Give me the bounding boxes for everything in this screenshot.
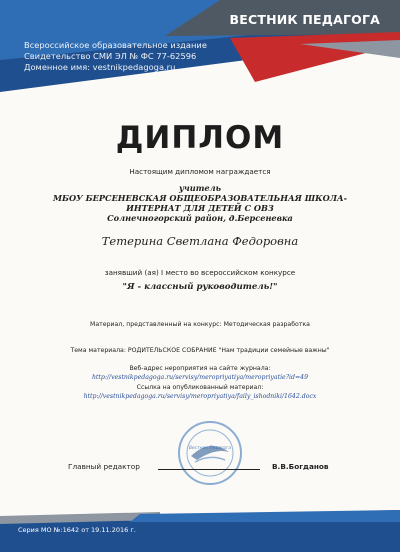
organization-line: ИНТЕРНАТ ДЛЯ ДЕТЕЙ С ОВЗ bbox=[126, 203, 274, 213]
editor-name: В.В.Богданов bbox=[272, 462, 329, 471]
publication-line: Доменное имя: vestnikpedagoga.ru bbox=[24, 62, 176, 72]
seal-label: Вестник Педагога bbox=[188, 446, 232, 451]
brand-title: ВЕСТНИК ПЕДАГОГА bbox=[229, 12, 380, 27]
place-text: занявший (ая) I место во всероссийском конкурсе bbox=[104, 268, 296, 277]
awarded-text: Настоящим дипломом награждается bbox=[129, 167, 271, 176]
recipient-position: учитель bbox=[179, 183, 221, 193]
diploma-title: ДИПЛОМ bbox=[115, 120, 285, 156]
seal-stamp bbox=[175, 418, 245, 488]
editor-label: Главный редактор bbox=[68, 462, 140, 471]
material-text: Материал, представленный на конкурс: Методическая разработка bbox=[90, 321, 310, 328]
recipient-name: Тетерина Светлана Федоровна bbox=[101, 234, 299, 248]
material-link-label: Ссылка на опубликованный материал: bbox=[136, 384, 264, 391]
serial-number: Серия МО №:1642 от 19.11.2016 г. bbox=[18, 526, 136, 534]
event-label: Веб-адрес нероприятия на сайте журнала: bbox=[129, 365, 271, 372]
organization-line: МБОУ БЕРСЕНЕВСКАЯ ОБЩЕОБРАЗОВАТЕЛЬНАЯ ШКОЛА- bbox=[52, 193, 348, 203]
contest-name: "Я - классный руководитель!" bbox=[122, 282, 278, 292]
theme-text: Тема материала: РОДИТЕЛЬСКОЕ СОБРАНИЕ "Нам традиции семейные важны" bbox=[70, 347, 330, 354]
publication-line: Всероссийское образовательное издание bbox=[24, 40, 207, 50]
signature-line bbox=[158, 469, 260, 470]
publication-line: Свидетельство СМИ ЭЛ № ФС 77-62596 bbox=[24, 51, 197, 61]
location: Солнечногорский район, д.Берсеневка bbox=[107, 213, 293, 223]
publication-info bbox=[24, 40, 207, 73]
material-link[interactable]: http://vestnikpedagoga.ru/servisy/meropriyatiya/faily_ishodniki/1642.docx bbox=[83, 393, 317, 400]
event-link[interactable]: http://vestnikpedagoga.ru/servisy/meropriyatiya/meropriyatie?id=49 bbox=[91, 374, 309, 381]
